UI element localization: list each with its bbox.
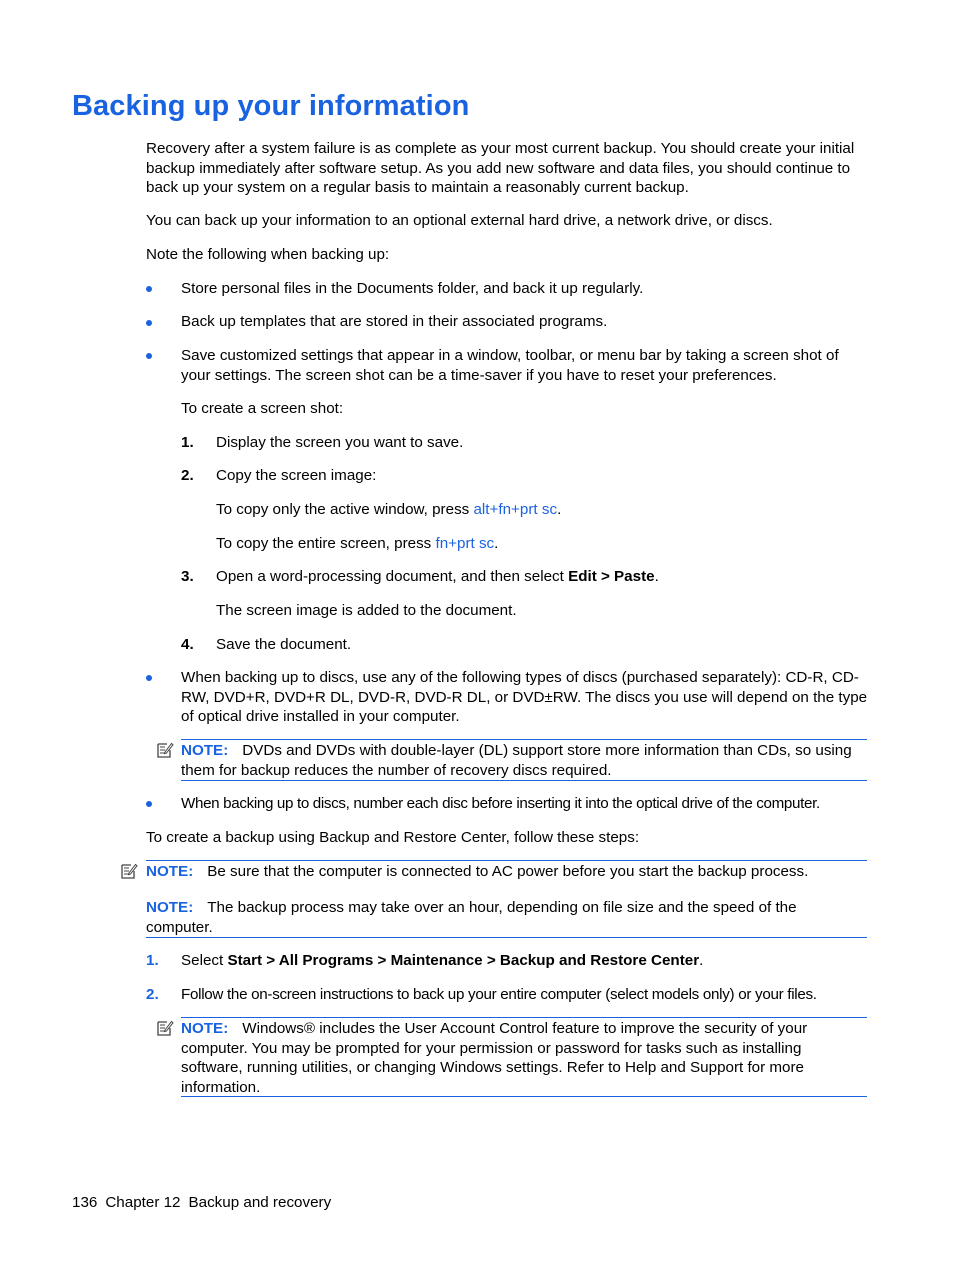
note-label: NOTE: bbox=[146, 899, 194, 916]
section-label: Backup and recovery bbox=[188, 1194, 332, 1211]
period: . bbox=[557, 501, 562, 518]
note-dvd-text: DVDs and DVDs with double-layer (DL) support store more information than CDs, so using them for backup reduces the number of recovery discs required. bbox=[181, 742, 852, 779]
period: . bbox=[654, 568, 659, 585]
note-dvd bbox=[181, 741, 867, 780]
key-alt-fn-prtsc[interactable]: alt+fn+prt sc bbox=[473, 501, 558, 518]
bullet-marker bbox=[146, 801, 152, 807]
start-menu-path: Start > All Programs > Maintenance > Backup and Restore Center bbox=[227, 952, 700, 969]
note-uac-text: Windows® includes the User Account Control feature to improve the security of your computer. You may be prompted for your permission or password for tasks such as installing software, running utilities, or changing Windows settings. Refer to Help and Support for more information. bbox=[181, 1020, 808, 1096]
note-label: NOTE: bbox=[181, 742, 229, 759]
step-number: 2. bbox=[146, 986, 159, 1003]
note-rule-top bbox=[146, 860, 867, 861]
key-fn-prtsc[interactable]: fn+prt sc bbox=[435, 535, 495, 552]
page-number: 136 bbox=[72, 1194, 98, 1211]
copy-active-label: To copy only the active window, press bbox=[216, 501, 474, 518]
backup-step-1 bbox=[181, 951, 703, 971]
period: . bbox=[699, 952, 704, 969]
chapter-label: Chapter 12 bbox=[105, 1194, 181, 1211]
backup-step-2: Follow the on-screen instructions to back up your entire computer (select models only) or your files. bbox=[181, 986, 817, 1003]
page-title: Backing up your information bbox=[72, 90, 470, 122]
bullet-documents: Store personal files in the Documents folder, and back it up regularly. bbox=[181, 280, 644, 297]
screenshot-step-1: Display the screen you want to save. bbox=[216, 434, 464, 451]
step-3-text: Open a word-processing document, and then select bbox=[216, 568, 569, 585]
bullet-marker bbox=[146, 286, 152, 292]
bullet-templates: Back up templates that are stored in their associated programs. bbox=[181, 313, 608, 330]
step-number: 1. bbox=[146, 952, 159, 969]
bullet-marker bbox=[146, 675, 152, 681]
note-rule-bottom bbox=[146, 937, 867, 938]
note-label: NOTE: bbox=[146, 863, 194, 880]
step-1-pre: Select bbox=[181, 952, 228, 969]
note-ac-power bbox=[146, 862, 867, 882]
note-label: NOTE: bbox=[181, 1020, 229, 1037]
period: . bbox=[494, 535, 499, 552]
note-icon bbox=[120, 862, 138, 880]
page-footer bbox=[72, 1193, 339, 1212]
step-number: 1. bbox=[181, 434, 194, 451]
create-backup-paragraph: To create a backup using Backup and Restore Center, follow these steps: bbox=[146, 829, 640, 846]
bullet-settings: Save customized settings that appear in a window, toolbar, or menu bar by taking a screen shot of your settings. The screen shot can be a time-saver if you have to reset your preferences. bbox=[181, 347, 839, 384]
screenshot-step-4: Save the document. bbox=[216, 636, 352, 653]
note-icon bbox=[156, 1019, 174, 1037]
copy-entire-label: To copy the entire screen, press bbox=[216, 535, 436, 552]
note-ac-text: Be sure that the computer is connected to AC power before you start the backup process. bbox=[207, 863, 809, 880]
step-number: 2. bbox=[181, 467, 194, 484]
screenshot-lead: To create a screen shot: bbox=[181, 400, 344, 417]
note-rule-top bbox=[181, 1017, 867, 1018]
note-backup-duration bbox=[146, 898, 867, 937]
bullet-disc-types: When backing up to discs, use any of the following types of discs (purchased separately): CD-R, CD-RW, DVD+R, DVD+R DL, DVD-R, DVD-R DL, or DVD±RW. The discs you use will depend on the type of optical drive installed in your computer. bbox=[181, 669, 868, 725]
screenshot-step-2: Copy the screen image: bbox=[216, 467, 377, 484]
step-number: 3. bbox=[181, 568, 194, 585]
note-icon bbox=[156, 741, 174, 759]
intro-paragraph: Recovery after a system failure is as complete as your most current backup. You should create your initial backup immediately after software setup. As you add new software and data files, you should continue to back up your system on a regular basis to maintain a reasonably current backup. bbox=[146, 140, 855, 196]
note-hour-text: The backup process may take over an hour, depending on file size and the speed of the computer. bbox=[146, 899, 797, 936]
copy-active-window-text bbox=[216, 500, 561, 520]
note-following-paragraph: Note the following when backing up: bbox=[146, 246, 390, 263]
step-number: 4. bbox=[181, 636, 194, 653]
screenshot-step-3 bbox=[216, 567, 659, 587]
copy-entire-screen-text bbox=[216, 534, 498, 554]
note-rule-bottom bbox=[181, 1096, 867, 1097]
screen-image-added-text: The screen image is added to the document. bbox=[216, 602, 517, 619]
bullet-marker bbox=[146, 353, 152, 359]
bullet-marker bbox=[146, 320, 152, 326]
bullet-number-discs: When backing up to discs, number each disc before inserting it into the optical drive of the computer. bbox=[181, 795, 820, 812]
note-rule-bottom bbox=[181, 780, 867, 781]
note-uac bbox=[181, 1019, 867, 1097]
edit-paste-command: Edit > Paste bbox=[568, 568, 655, 585]
note-rule-top bbox=[181, 739, 867, 740]
backup-targets-paragraph: You can back up your information to an optional external hard drive, a network drive, or discs. bbox=[146, 212, 773, 229]
